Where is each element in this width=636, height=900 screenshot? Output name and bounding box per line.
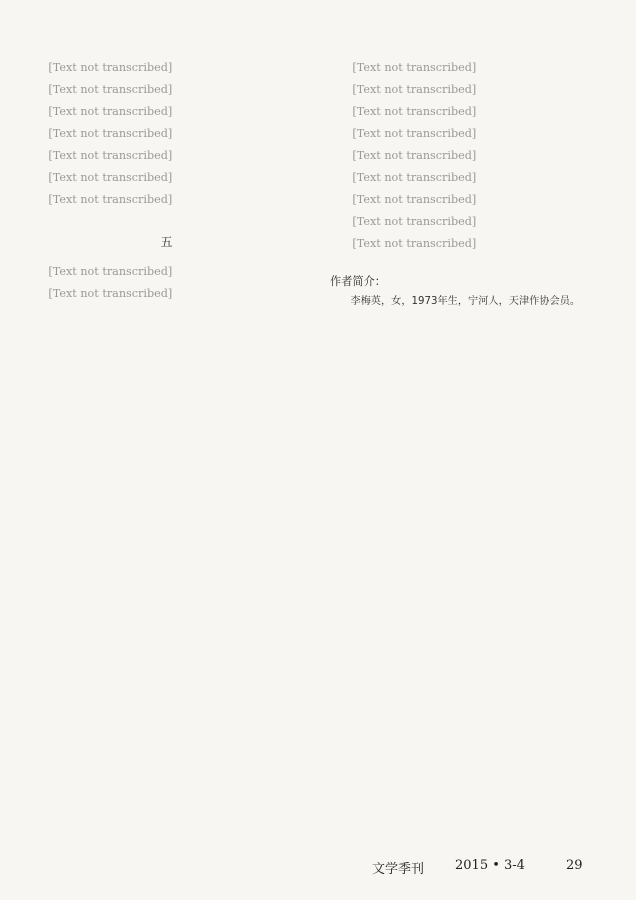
paragraph: [Text not transcribed] <box>352 237 477 250</box>
paragraph: [Text not transcribed] <box>48 265 173 278</box>
paragraph: [Text not transcribed] <box>352 171 477 184</box>
magazine-name: 文学季刊 <box>372 862 425 877</box>
paragraph: [Text not transcribed] <box>352 61 477 74</box>
left-column <box>26 58 309 306</box>
paragraph: [Text not transcribed] <box>48 83 173 96</box>
paragraph: [Text not transcribed] <box>48 149 173 162</box>
paragraph: [Text not transcribed] <box>48 127 173 140</box>
paragraph: [Text not transcribed] <box>48 61 173 74</box>
paragraph: [Text not transcribed] <box>352 105 477 118</box>
paragraph: [Text not transcribed] <box>352 149 477 162</box>
issue-number: 2015 • 3-4 <box>455 858 525 873</box>
page-footer <box>0 852 636 882</box>
right-column <box>330 58 620 311</box>
author-bio-text: 李梅英，女，1973年生，宁河人，天津作协会员。 <box>350 296 581 307</box>
paragraph: [Text not transcribed] <box>352 193 477 206</box>
page-number: 29 <box>566 858 583 873</box>
paragraph: [Text not transcribed] <box>352 83 477 96</box>
author-bio-heading: 作者简介： <box>330 275 386 288</box>
paragraph: [Text not transcribed] <box>48 171 173 184</box>
paragraph: [Text not transcribed] <box>48 193 173 206</box>
section-number: 五 <box>160 235 175 249</box>
paragraph: [Text not transcribed] <box>352 127 477 140</box>
paragraph: [Text not transcribed] <box>48 105 173 118</box>
paragraph: [Text not transcribed] <box>352 215 477 228</box>
paragraph: [Text not transcribed] <box>48 287 173 300</box>
